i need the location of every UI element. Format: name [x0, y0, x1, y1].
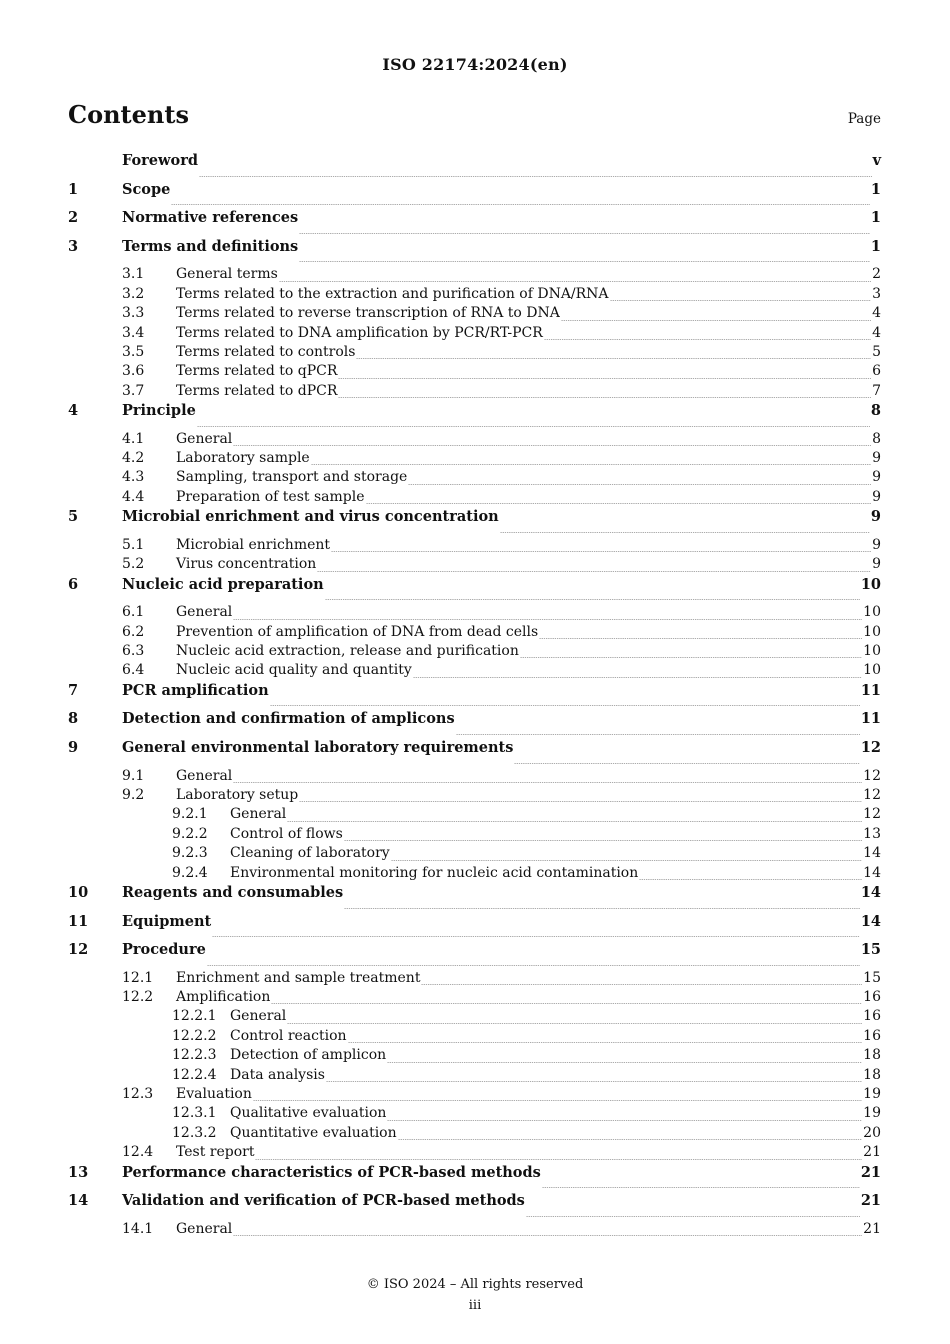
dot-leader: [207, 965, 860, 966]
toc-entry-number: 6.4: [122, 662, 145, 679]
toc-entry[interactable]: [68, 556, 881, 575]
toc-entry-number: 12.2: [122, 989, 154, 1006]
toc-entry[interactable]: [68, 489, 881, 508]
toc-entry[interactable]: [68, 787, 881, 806]
toc-entry-page: 21: [863, 1220, 881, 1237]
toc-entry-number: 14: [68, 1192, 89, 1210]
toc-entry-number: 9.2.1: [172, 806, 208, 823]
dot-leader: [500, 532, 870, 533]
toc-entry-number: 12.3.1: [172, 1105, 217, 1122]
dot-leader: [270, 705, 860, 706]
toc-entry-number: 11: [68, 912, 89, 930]
dot-leader: [639, 879, 862, 880]
dot-leader: [526, 1216, 860, 1217]
toc-entry-page: 9: [872, 488, 881, 505]
toc-entry-title: Terms related to qPCR: [176, 363, 338, 380]
toc-entry-title: General: [176, 767, 233, 784]
toc-entry-page: 11: [860, 710, 881, 728]
toc-entry[interactable]: [68, 209, 881, 238]
toc-entry-title: Prevention of amplification of DNA from dead cells: [176, 623, 539, 640]
toc-entry-page: 3: [872, 285, 881, 302]
page-column-label: Page: [847, 111, 881, 127]
dot-leader: [253, 1100, 862, 1101]
dot-leader: [610, 300, 872, 301]
toc-entry-title: Terms related to the extraction and purification of DNA/RNA: [176, 285, 609, 302]
toc-entry-title: Qualitative evaluation: [230, 1105, 387, 1122]
toc-entry-title: Detection and confirmation of amplicons: [122, 710, 455, 728]
toc-entry-number: 5.1: [122, 536, 145, 553]
toc-entry-title: General environmental laboratory requirements: [122, 738, 514, 756]
dot-leader: [299, 233, 870, 234]
dot-leader: [542, 1187, 860, 1188]
toc-entry-page: 20: [863, 1124, 881, 1141]
toc-entry[interactable]: [68, 1221, 881, 1240]
toc-entry-title: Performance characteristics of PCR-based methods: [122, 1163, 541, 1181]
dot-leader: [398, 1139, 863, 1140]
toc-entry[interactable]: [68, 286, 881, 305]
toc-entry[interactable]: [68, 266, 881, 285]
toc-entry-title: Quantitative evaluation: [230, 1124, 397, 1141]
toc-entry-title: Reagents and consumables: [122, 883, 344, 901]
toc-entry[interactable]: [68, 344, 881, 363]
toc-entry[interactable]: [68, 1028, 881, 1047]
toc-entry-number: 5: [68, 508, 79, 526]
toc-entry-title: General: [176, 604, 233, 621]
dot-leader: [544, 339, 871, 340]
toc-entry-title: Laboratory sample: [176, 450, 310, 467]
toc-entry[interactable]: [68, 1192, 881, 1221]
toc-entry-page: 1: [870, 237, 881, 255]
toc-entry-title: Data analysis: [230, 1066, 325, 1083]
dot-leader: [561, 320, 871, 321]
dot-leader: [199, 176, 872, 177]
toc-entry-page: 11: [860, 681, 881, 699]
toc-entry[interactable]: [68, 1125, 881, 1144]
dot-leader: [421, 984, 862, 985]
dot-leader: [387, 1120, 862, 1121]
dot-leader: [212, 936, 860, 937]
dot-leader: [413, 677, 862, 678]
toc-entry-number: 4.3: [122, 469, 145, 486]
toc-entry-number: 9.2: [122, 786, 145, 803]
toc-entry-page: 10: [863, 662, 881, 679]
dot-leader: [299, 801, 862, 802]
toc-entry-number: 9.2.4: [172, 864, 208, 881]
toc-entry[interactable]: [68, 682, 881, 711]
toc-entry-page: 9: [870, 508, 881, 526]
toc-entry-page: 9: [872, 450, 881, 467]
toc-entry-title: Terms related to DNA amplification by PCR/RT-PCR: [176, 324, 543, 341]
toc-entry-page: 10: [863, 623, 881, 640]
toc-entry-number: 12.2.4: [172, 1066, 217, 1083]
toc-entry-page: 21: [860, 1192, 881, 1210]
dot-leader: [299, 261, 870, 262]
toc-entry-page: 10: [863, 643, 881, 660]
toc-entry-title: Preparation of test sample: [176, 488, 365, 505]
dot-leader: [514, 763, 859, 764]
toc-entry[interactable]: [68, 941, 881, 970]
toc-entry-page: 16: [863, 989, 881, 1006]
toc-entry-title: Environmental monitoring for nucleic acid contamination: [230, 864, 639, 881]
toc-entry-page: 18: [863, 1047, 881, 1064]
toc-entry[interactable]: [68, 383, 881, 402]
toc-entry-page: 9: [872, 556, 881, 573]
document-header: ISO 22174:2024(en): [382, 55, 568, 74]
toc-entry[interactable]: [68, 402, 881, 431]
toc-entry-page: 14: [860, 883, 881, 901]
toc-entry-number: 3.4: [122, 324, 145, 341]
toc-entry-title: Enrichment and sample treatment: [176, 969, 421, 986]
toc-entry[interactable]: [68, 884, 881, 913]
toc-entry-page: 12: [860, 738, 881, 756]
toc-entry[interactable]: [68, 181, 881, 210]
dot-leader: [331, 551, 871, 552]
toc-entry[interactable]: [68, 152, 881, 181]
dot-leader: [408, 484, 871, 485]
toc-entry-page: 21: [863, 1144, 881, 1161]
dot-leader: [233, 782, 862, 783]
toc-entry[interactable]: [68, 768, 881, 787]
toc-entry-page: 6: [872, 363, 881, 380]
toc-entry-number: 13: [68, 1163, 89, 1181]
toc-entry-title: Validation and verification of PCR-based methods: [122, 1192, 525, 1210]
toc-entry[interactable]: [68, 845, 881, 864]
toc-entry-title: Virus concentration: [176, 556, 317, 573]
dot-leader: [338, 378, 871, 379]
toc-entry-page: v: [872, 152, 881, 169]
toc-entry-title: Nucleic acid extraction, release and purification: [176, 643, 519, 660]
toc-entry[interactable]: [68, 1164, 881, 1193]
toc-entry-title: Control reaction: [230, 1027, 347, 1044]
dot-leader: [279, 281, 871, 282]
toc-entry-number: 9.2.2: [172, 825, 208, 842]
toc-entry[interactable]: [68, 508, 881, 537]
toc-entry-page: 8: [870, 402, 881, 420]
toc-entry-number: 3: [68, 237, 79, 255]
toc-entry-number: 12.2.2: [172, 1027, 217, 1044]
toc-entry-title: Amplification: [176, 989, 271, 1006]
copyright-notice: © ISO 2024 – All rights reserved: [366, 1277, 584, 1292]
toc-entry-number: 6.1: [122, 604, 145, 621]
toc-entry-number: 9: [68, 738, 79, 756]
toc-entry-number: 4: [68, 402, 79, 420]
toc-entry[interactable]: [68, 913, 881, 942]
toc-entry[interactable]: [68, 710, 881, 739]
toc-entry-number: 9.1: [122, 767, 145, 784]
toc-entry-number: 1: [68, 180, 79, 198]
dot-leader: [317, 571, 871, 572]
toc-entry-number: 6.2: [122, 623, 145, 640]
toc-entry-number: 3.3: [122, 305, 145, 322]
toc-entry[interactable]: [68, 1144, 881, 1163]
toc-entry[interactable]: [68, 970, 881, 989]
toc-entry[interactable]: [68, 624, 881, 643]
dot-leader: [391, 860, 862, 861]
toc-entry-number: 3.2: [122, 285, 145, 302]
toc-entry-number: 14.1: [122, 1220, 154, 1237]
toc-entry-title: General: [230, 806, 287, 823]
toc-entry-title: Detection of amplicon: [230, 1047, 387, 1064]
toc-entry-page: 9: [872, 536, 881, 553]
toc-entry-page: 12: [863, 786, 881, 803]
toc-entry[interactable]: [68, 1067, 881, 1086]
toc-entry[interactable]: [68, 989, 881, 1008]
toc-entry[interactable]: [68, 238, 881, 267]
toc-entry-title: Control of flows: [230, 825, 343, 842]
toc-entry-number: 3.5: [122, 343, 145, 360]
toc-entry-number: 5.2: [122, 556, 145, 573]
toc-entry-page: 13: [863, 825, 881, 842]
dot-leader: [287, 1023, 862, 1024]
toc-entry-title: Terms and definitions: [122, 237, 299, 255]
toc-entry-title: Cleaning of laboratory: [230, 845, 390, 862]
toc-entry-title: Terms related to controls: [176, 343, 356, 360]
toc-entry-page: 1: [870, 209, 881, 227]
toc-entry-number: 12.3: [122, 1086, 154, 1103]
dot-leader: [520, 657, 862, 658]
toc-entry-title: Nucleic acid preparation: [122, 575, 324, 593]
toc-entry-page: 14: [863, 845, 881, 862]
toc-entry-number: 3.7: [122, 382, 145, 399]
dot-leader: [255, 1159, 862, 1160]
toc-entry-page: 7: [872, 382, 881, 399]
toc-entry-title: General: [176, 430, 233, 447]
toc-entry-number: 8: [68, 710, 79, 728]
dot-leader: [456, 734, 860, 735]
toc-entry-page: 14: [863, 864, 881, 881]
toc-entry[interactable]: [68, 576, 881, 605]
toc-entry[interactable]: [68, 806, 881, 825]
toc-entry-title: Terms related to dPCR: [176, 382, 338, 399]
table-of-contents: [68, 152, 881, 1240]
toc-entry-number: 12.3.2: [172, 1124, 217, 1141]
toc-entry[interactable]: [68, 1047, 881, 1066]
toc-entry-page: 10: [863, 604, 881, 621]
toc-entry-title: Procedure: [122, 941, 206, 959]
toc-entry-page: 4: [872, 324, 881, 341]
toc-entry-page: 19: [863, 1105, 881, 1122]
toc-entry-title: Terms related to reverse transcription of RNA to DNA: [176, 305, 560, 322]
dot-leader: [271, 1003, 862, 1004]
toc-entry[interactable]: [68, 826, 881, 845]
toc-entry-title: Microbial enrichment and virus concentration: [122, 508, 499, 526]
dot-leader: [387, 1062, 862, 1063]
toc-entry-page: 10: [860, 575, 881, 593]
toc-entry-page: 18: [863, 1066, 881, 1083]
toc-entry-page: 1: [870, 180, 881, 198]
toc-entry-number: 3.6: [122, 363, 145, 380]
toc-entry-number: 6: [68, 575, 79, 593]
dot-leader: [171, 204, 870, 205]
toc-entry-page: 5: [872, 343, 881, 360]
dot-leader: [287, 821, 862, 822]
toc-entry-number: 7: [68, 681, 79, 699]
toc-entry-title: Nucleic acid quality and quantity: [176, 662, 412, 679]
dot-leader: [539, 638, 862, 639]
toc-entry-number: 4.4: [122, 488, 145, 505]
toc-entry-number: 2: [68, 209, 79, 227]
toc-entry-page: 16: [863, 1008, 881, 1025]
toc-entry[interactable]: [68, 450, 881, 469]
toc-entry-page: 21: [860, 1163, 881, 1181]
toc-entry[interactable]: [68, 469, 881, 488]
toc-entry[interactable]: [68, 537, 881, 556]
toc-entry[interactable]: [68, 739, 881, 768]
toc-entry-title: Evaluation: [176, 1086, 252, 1103]
toc-entry-page: 12: [863, 806, 881, 823]
toc-entry-title: Scope: [122, 180, 171, 198]
toc-entry[interactable]: [68, 1105, 881, 1124]
toc-entry-number: 12.2.3: [172, 1047, 217, 1064]
toc-entry-number: 12: [68, 941, 89, 959]
toc-entry-title: Test report: [176, 1144, 255, 1161]
contents-title: Contents: [68, 100, 189, 129]
dot-leader: [197, 426, 870, 427]
toc-entry-title: General: [176, 1220, 233, 1237]
toc-entry-title: Principle: [122, 402, 196, 420]
toc-entry[interactable]: [68, 865, 881, 884]
toc-entry-title: Microbial enrichment: [176, 536, 331, 553]
toc-entry-number: 3.1: [122, 266, 145, 283]
toc-entry-page: 4: [872, 305, 881, 322]
toc-entry-page: 19: [863, 1086, 881, 1103]
toc-entry[interactable]: [68, 662, 881, 681]
dot-leader: [338, 397, 871, 398]
toc-entry[interactable]: [68, 643, 881, 662]
toc-entry-number: 4.2: [122, 450, 145, 467]
dot-leader: [366, 503, 872, 504]
toc-entry-number: 12.1: [122, 969, 154, 986]
dot-leader: [233, 445, 871, 446]
dot-leader: [325, 599, 860, 600]
toc-entry-page: 15: [863, 969, 881, 986]
toc-entry-title: Normative references: [122, 209, 299, 227]
dot-leader: [344, 840, 862, 841]
dot-leader: [233, 619, 862, 620]
toc-entry-title: General: [230, 1008, 287, 1025]
toc-entry[interactable]: [68, 1008, 881, 1027]
toc-entry-number: 12.4: [122, 1144, 154, 1161]
toc-entry-number: 9.2.3: [172, 845, 208, 862]
toc-entry-page: 15: [860, 941, 881, 959]
dot-leader: [348, 1042, 863, 1043]
toc-entry[interactable]: [68, 363, 881, 382]
toc-entry-title: General terms: [176, 266, 278, 283]
dot-leader: [356, 358, 871, 359]
toc-entry-page: 12: [863, 767, 881, 784]
toc-entry-title: PCR amplification: [122, 681, 269, 699]
toc-entry[interactable]: [68, 431, 881, 450]
toc-entry-number: 10: [68, 883, 89, 901]
dot-leader: [344, 908, 860, 909]
toc-entry-number: 4.1: [122, 430, 145, 447]
toc-entry[interactable]: [68, 325, 881, 344]
toc-entry[interactable]: [68, 1086, 881, 1105]
toc-entry-title: Laboratory setup: [176, 786, 299, 803]
toc-entry[interactable]: [68, 604, 881, 623]
page-number: iii: [468, 1298, 482, 1313]
toc-entry-number: 12.2.1: [172, 1008, 217, 1025]
toc-entry-title: Equipment: [122, 912, 212, 930]
toc-entry-page: 16: [863, 1027, 881, 1044]
dot-leader: [311, 464, 871, 465]
toc-entry-page: 2: [872, 266, 881, 283]
toc-entry-title: Foreword: [122, 152, 198, 169]
dot-leader: [233, 1235, 862, 1236]
toc-entry-page: 9: [872, 469, 881, 486]
toc-entry[interactable]: [68, 305, 881, 324]
toc-entry-number: 6.3: [122, 643, 145, 660]
toc-entry-title: Sampling, transport and storage: [176, 469, 408, 486]
toc-entry-page: 14: [860, 912, 881, 930]
dot-leader: [326, 1081, 862, 1082]
toc-entry-page: 8: [872, 430, 881, 447]
